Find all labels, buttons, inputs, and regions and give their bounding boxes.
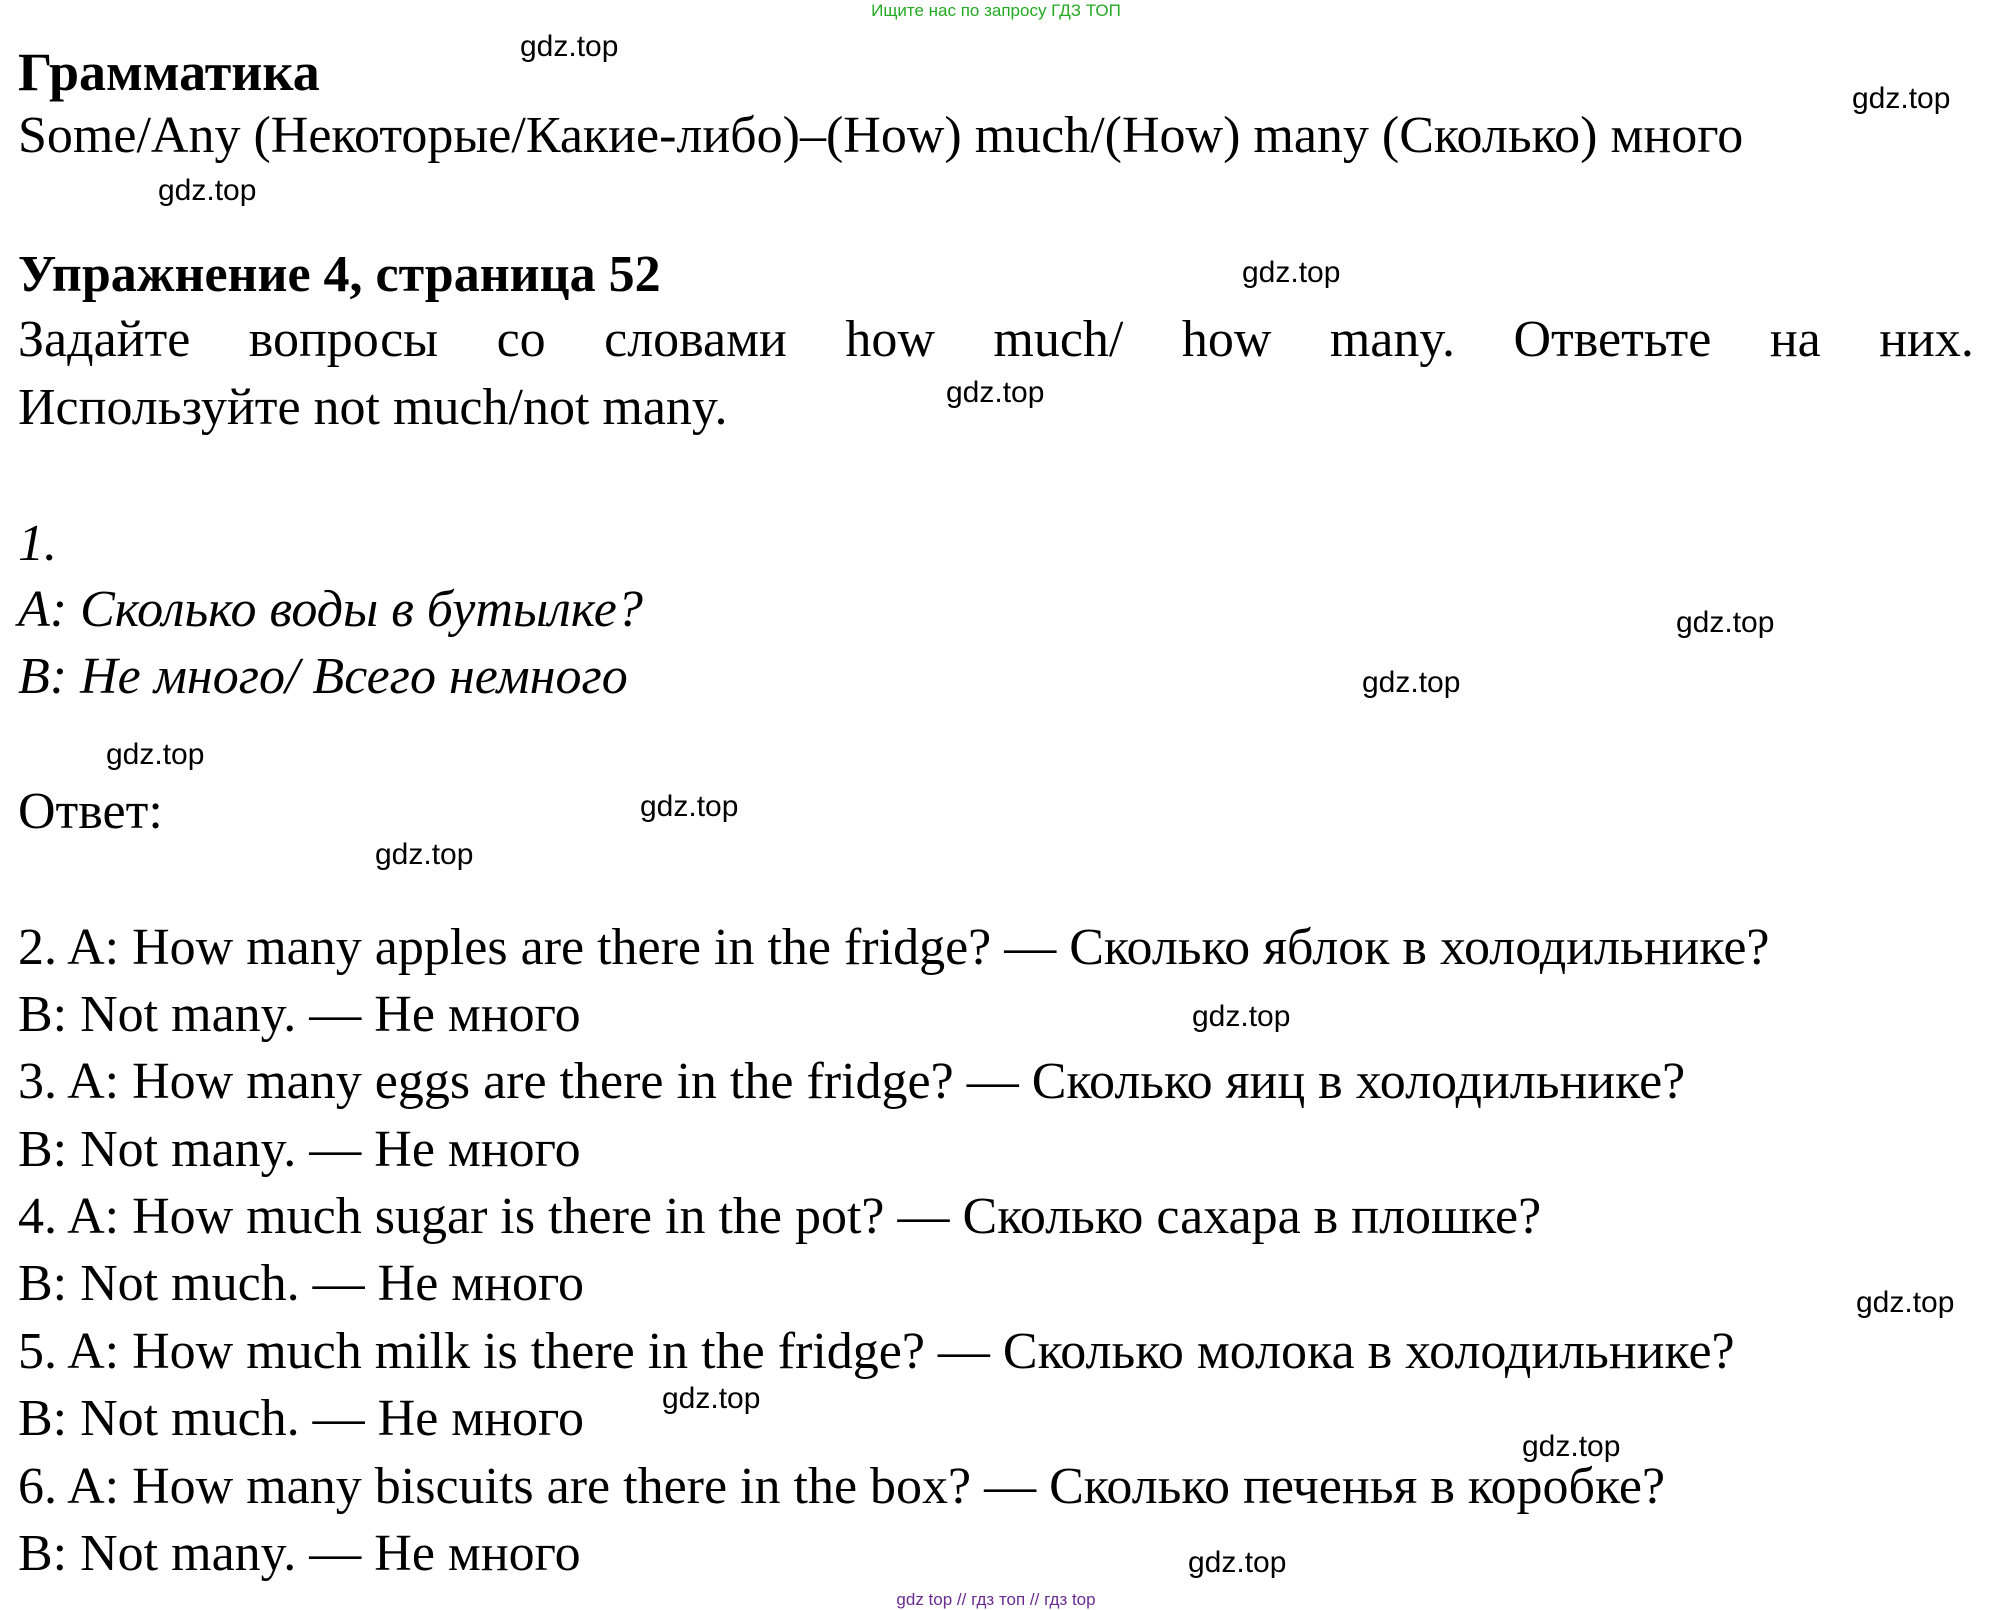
task-word: на [1769, 311, 1821, 368]
task-word: how [845, 311, 935, 368]
answer-line: B: Not many. — Не много [18, 1525, 581, 1582]
footer-watermark: gdz top // гдз топ // гдз top [896, 1590, 1096, 1609]
watermark: gdz.top [106, 738, 205, 771]
task-word: Ответьте [1513, 311, 1712, 368]
answer-line: 6. A: How many biscuits are there in the box? — Сколько печенья в коробке? [18, 1458, 1666, 1515]
task-word: со [496, 311, 546, 368]
exercise-title: Упражнение 4, страница 52 [18, 246, 661, 303]
task-word: how [1181, 311, 1272, 368]
example-number: 1. [18, 515, 57, 572]
page-heading: Грамматика [18, 42, 320, 102]
task-word: них. [1879, 311, 1974, 368]
watermark: gdz.top [1192, 1000, 1291, 1033]
search-hint-banner: Ищите нас по запросу ГДЗ ТОП [871, 1, 1121, 20]
answer-line: 5. A: How much milk is there in the fridge? — Сколько молока в холодильнике? [18, 1323, 1735, 1380]
task-instruction-line-2: Используйте not much/not many. [18, 379, 728, 436]
watermark: gdz.top [1852, 82, 1951, 115]
answer-line: 3. A: How many eggs are there in the fridge? — Сколько яиц в холодильнике? [18, 1053, 1686, 1110]
watermark: gdz.top [520, 30, 619, 63]
watermark: gdz.top [158, 174, 257, 207]
task-word: much/ [993, 311, 1124, 368]
watermark: gdz.top [1856, 1286, 1955, 1319]
watermark: gdz.top [946, 376, 1045, 409]
answer-line: 2. A: How many apples are there in the fridge? — Сколько яблок в холодильнике? [18, 919, 1770, 976]
watermark: gdz.top [1188, 1546, 1287, 1579]
watermark: gdz.top [1522, 1430, 1621, 1463]
task-word: вопросы [248, 311, 439, 368]
answer-label: Ответ: [18, 783, 163, 840]
watermark: gdz.top [1676, 606, 1775, 639]
answer-line: B: Not much. — Не много [18, 1255, 585, 1312]
watermark: gdz.top [662, 1382, 761, 1415]
watermark: gdz.top [640, 790, 739, 823]
task-instruction-line-1 [18, 308, 1974, 372]
answer-line: B: Not many. — Не много [18, 1121, 581, 1178]
watermark: gdz.top [375, 838, 474, 871]
answer-line: B: Not many. — Не много [18, 986, 581, 1043]
task-word: many. [1329, 311, 1456, 368]
example-answer: B: Не много/ Всего немного [18, 648, 628, 705]
example-question: A: Сколько воды в бутылке? [18, 581, 643, 638]
answer-line: B: Not much. — Не много [18, 1390, 585, 1447]
answer-line: 4. A: How much sugar is there in the pot? — Сколько сахара в плошке? [18, 1188, 1542, 1245]
task-word: Задайте [18, 311, 191, 368]
watermark: gdz.top [1242, 256, 1341, 289]
topic-subtitle: Some/Any (Некоторые/Какие-либо)–(How) much/(How) many (Сколько) много [18, 107, 1744, 164]
task-word: словами [604, 311, 787, 368]
watermark: gdz.top [1362, 666, 1461, 699]
